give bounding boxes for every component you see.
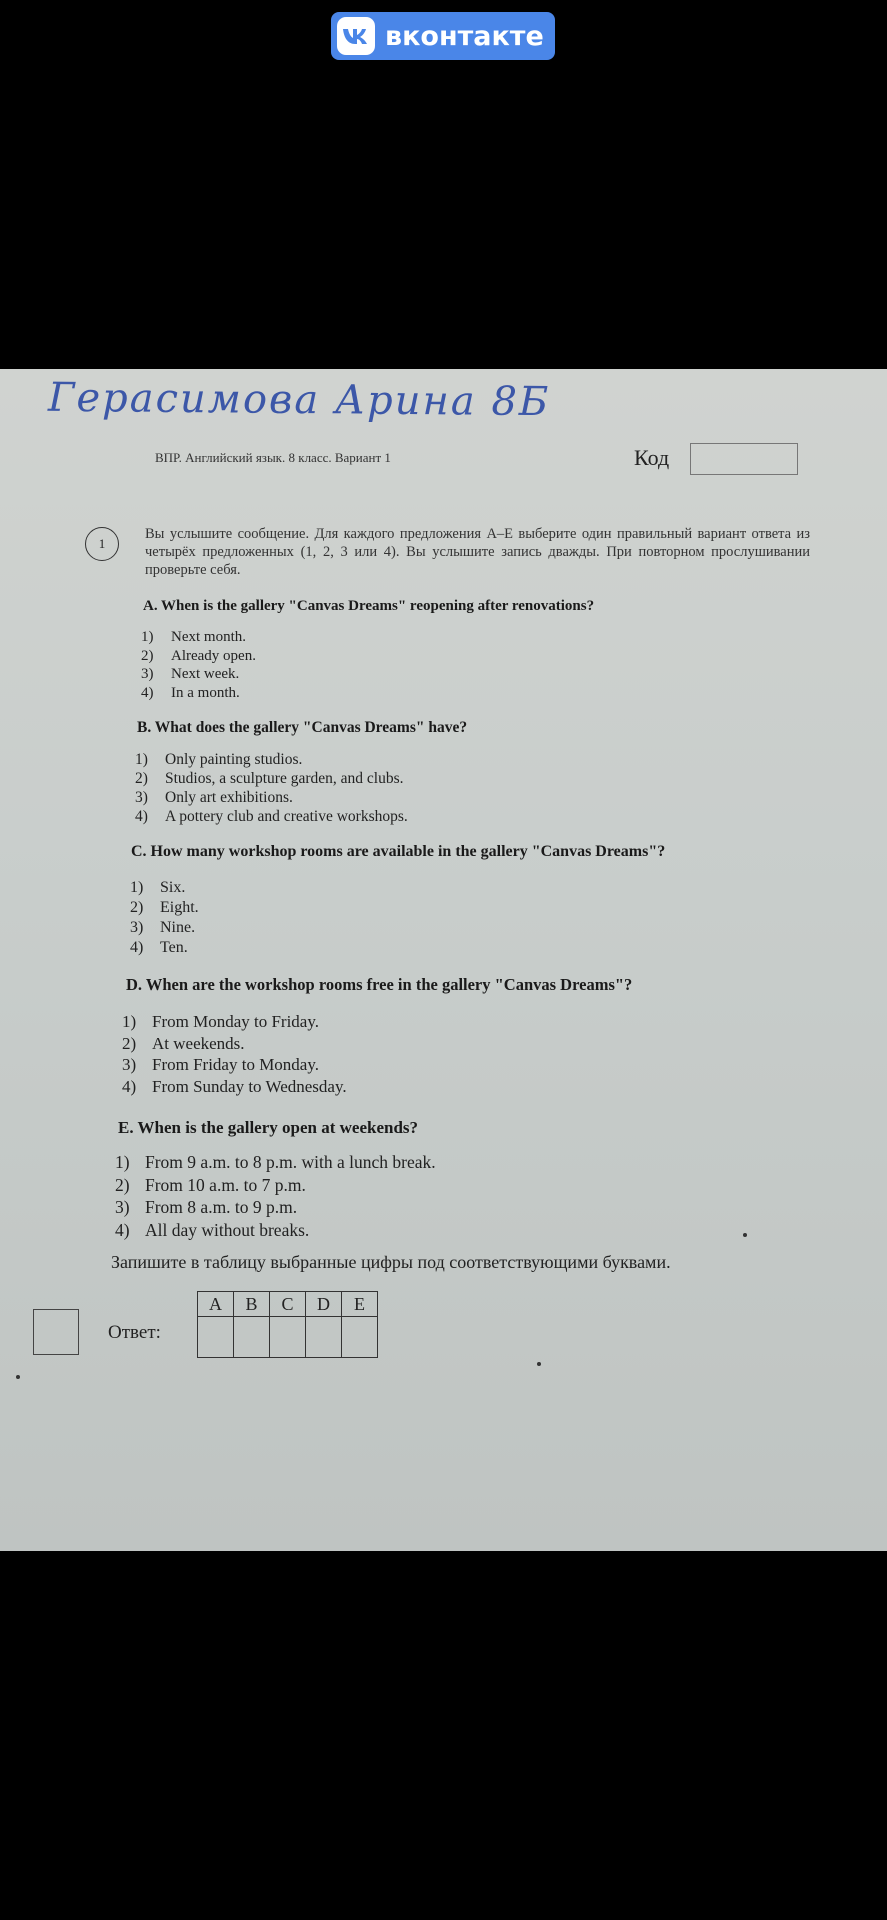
answer-cell-a xyxy=(198,1317,234,1358)
exam-header: ВПР. Английский язык. 8 класс. Вариант 1 xyxy=(155,450,391,465)
option: 1) Only painting studios. xyxy=(135,751,303,768)
answer-table xyxy=(197,1291,378,1358)
option: 2) At weekends. xyxy=(122,1033,245,1053)
answer-column-a: A xyxy=(198,1292,234,1317)
question-d-options xyxy=(122,1011,347,1097)
exam-sheet xyxy=(0,369,887,1551)
answer-cell-e xyxy=(342,1317,378,1358)
option: 1) From 9 a.m. to 8 p.m. with a lunch break. xyxy=(115,1152,436,1172)
score-box xyxy=(33,1309,79,1355)
option: 1) Six. xyxy=(130,879,186,896)
question-b-options xyxy=(135,750,408,826)
question-a-options xyxy=(141,628,256,702)
option: 3) Only art exhibitions. xyxy=(135,789,293,806)
task-instructions: Вы услышите сообщение. Для каждого предложения A–E выберите один правильный вариант ответа из четырёх предложенных (1, 2, 3 или 4). Вы услышите запись дважды. При повторном прослушивании проверьте себя. xyxy=(145,526,810,578)
option: 3) Nine. xyxy=(130,919,196,936)
option: 4) All day without breaks. xyxy=(115,1219,310,1240)
option: 4) From Sunday to Wednesday. xyxy=(122,1076,347,1096)
option: 4) Ten. xyxy=(130,939,188,956)
question-c-options xyxy=(130,878,199,958)
question-e-options xyxy=(115,1151,436,1241)
code-box xyxy=(690,443,798,475)
option: 3) From Friday to Monday. xyxy=(122,1055,320,1074)
option: 4) In a month. xyxy=(141,684,240,701)
vk-logo-icon xyxy=(337,17,375,55)
code-label: Код xyxy=(634,445,670,470)
answer-cell-b xyxy=(234,1317,270,1358)
table-instruction: Запишите в таблицу выбранные цифры под соответствующими буквами. xyxy=(111,1252,671,1272)
option: 1) From Monday to Friday. xyxy=(122,1012,320,1031)
vk-badge-label: вконтакте xyxy=(385,20,544,52)
option: 2) From 10 a.m. to 7 p.m. xyxy=(115,1174,306,1195)
option: 4) A pottery club and creative workshops. xyxy=(135,808,408,825)
option: 1) Next month. xyxy=(141,629,246,645)
handwritten-name: Герасимова Арина 8Б xyxy=(47,374,551,426)
question-e: E. When is the gallery open at weekends? xyxy=(118,1118,419,1137)
question-a: A. When is the gallery "Canvas Dreams" reopening after renovations? xyxy=(143,598,595,614)
question-d: D. When are the workshop rooms free in the gallery "Canvas Dreams"? xyxy=(126,975,633,994)
option: 2) Studios, a sculpture garden, and clubs. xyxy=(135,770,404,787)
ink-dot xyxy=(743,1233,747,1237)
answer-column-b: B xyxy=(234,1292,270,1317)
answer-column-d: D xyxy=(306,1292,342,1317)
answer-cell-c xyxy=(270,1317,306,1358)
answer-label: Ответ: xyxy=(108,1322,161,1343)
option: 3) From 8 a.m. to 9 p.m. xyxy=(115,1197,298,1217)
question-number: 1 xyxy=(85,527,119,561)
answer-cell-d xyxy=(306,1317,342,1358)
question-c: C. How many workshop rooms are available in the gallery "Canvas Dreams"? xyxy=(131,843,666,860)
answer-column-c: C xyxy=(270,1292,306,1317)
option: 2) Already open. xyxy=(141,647,256,664)
option: 2) Eight. xyxy=(130,899,199,916)
ink-dot xyxy=(16,1375,20,1379)
option: 3) Next week. xyxy=(141,666,240,682)
answer-column-e: E xyxy=(342,1292,378,1317)
ink-dot xyxy=(537,1362,541,1366)
question-b: B. What does the gallery "Canvas Dreams" have? xyxy=(137,719,468,736)
vkontakte-badge[interactable] xyxy=(331,12,555,60)
